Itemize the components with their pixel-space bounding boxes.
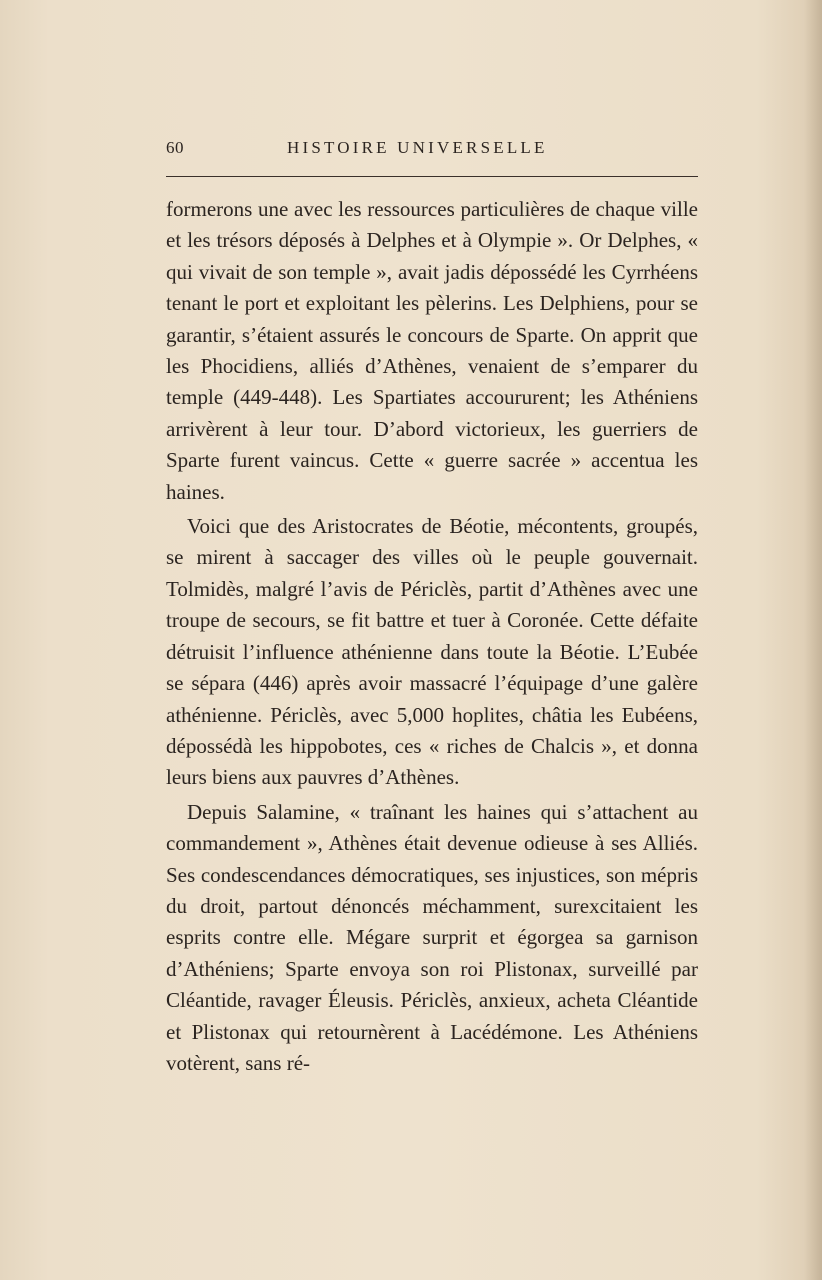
paragraph-2: Voici que des Aristocrates de Béotie, mécontents, groupés, se mirent à saccager des villes où le peuple gouvernait. Tolmidès, malgré l’avis de Périclès, partit d’Athènes avec une troupe de secours, se fit battre et tuer à Coronée. Cette défaite détruisit l’influence athénienne dans toute la Béotie. L’Eubée se sépara (446) après avoir massacré l’équipage d’une galère athénienne. Périclès, avec 5,000 hoplites, châtia les Eubéens, dépossédà les hippobotes, ces « riches de Chalcis », et donna leurs biens aux pauvres d’Athènes.: [166, 514, 698, 790]
page-edge-shadow: [804, 0, 822, 1280]
header-rule: [166, 176, 698, 177]
page-number: 60: [166, 138, 184, 157]
page-header: [166, 138, 698, 162]
paragraph-3: Depuis Salamine, « traînant les haines qui s’attachent au commandement », Athènes était devenue odieuse à ses Alliés. Ses condescendances démocratiques, ses injustices, son mépris du droit, partout dénoncés méchamment, surexcitaient les esprits contre elle. Mégare surprit et égorgea sa garnison d’Athéniens; Sparte envoya son roi Plistonax, surveillé par Cléantide, ravager Éleusis. Périclès, anxieux, acheta Cléantide et Plistonax qui retournèrent à Lacédémone. Les Athéniens votèrent, sans ré-: [166, 799, 698, 1075]
body-text: [166, 194, 698, 1079]
running-title: HISTOIRE UNIVERSELLE: [287, 138, 548, 157]
paragraph-1: formerons une avec les ressources particulières de chaque ville et les trésors déposés à Delphes et à Olympie ». Or Delphes, « qui vivait de son temple », avait jadis dépossédé les Cyrrhéens tenant le port et exploitant les pèlerins. Les Delphiens, pour se garantir, s’étaient assurés le concours de Sparte. On apprit que les Phocidiens, alliés d’Athènes, venaient de s’emparer du temple (449-448). Les Spartiates accoururent; les Athéniens arrivèrent à leur tour. D’abord victorieux, les guerriers de Sparte furent vaincus. Cette « guerre sacrée » accentua les haines.: [166, 197, 698, 504]
